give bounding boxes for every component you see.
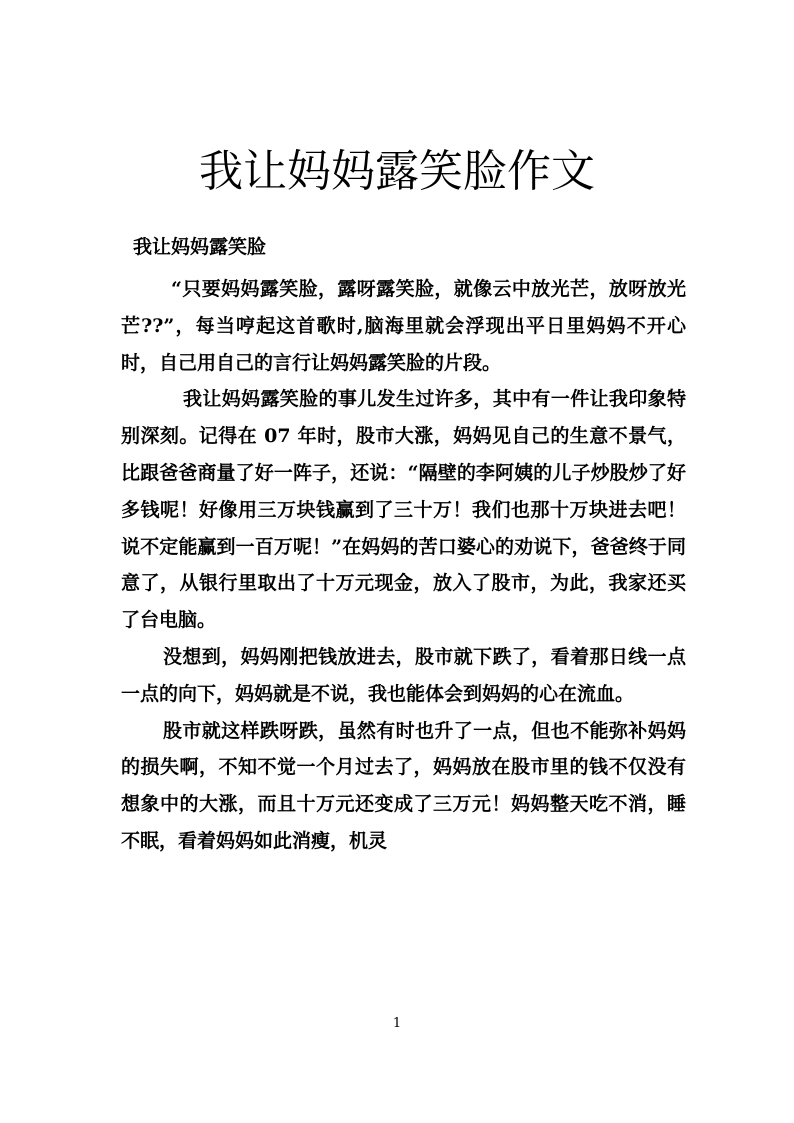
document-title: 我让妈妈露笑脸作文 [199,146,595,197]
page-number: 1 [392,1016,402,1031]
document-subtitle: 我让妈妈露笑脸 [133,236,267,258]
paragraph-4: 股市就这样跌呀跌，虽然有时也升了一点，但也不能弥补妈妈的损失啊，不知不觉一个月过去了，妈妈放在股市里的钱不仅没有想象中的大涨，而且十万元还变成了三万元！妈妈整天吃不消，睡不眠，看着妈妈如此消瘦，机灵 [121,719,686,852]
paragraph-3: 没想到，妈妈刚把钱放进去，股市就下跌了，看着那日线一点一点的向下，妈妈就是不说，我也能体会到妈妈的心在流血。 [121,645,686,705]
paragraph-1: “只要妈妈露笑脸，露呀露笑脸，就像云中放光芒，放呀放光芒??”，每当哼起这首歌时,脑海里就会浮现出平日里妈妈不开心时，自己用自己的言行让妈妈露笑脸的片段。 [121,278,686,374]
paragraph-2: 我让妈妈露笑脸的事儿发生过许多，其中有一件让我印象特别深刻。记得在 07 年时，股市大涨，妈妈见自己的生意不景气，比跟爸爸商量了好一阵子，还说：“隔壁的李阿姨的儿子炒股炒了好多钱呢！好像用三万块钱赢到了三十万！我们也那十万块进去吧！说不定能赢到一百万呢！”在妈妈的苦口婆心的劝说下，爸爸终于同意了，从银行里取出了十万元现金，放入了股市，为此，我家还买了台电脑。 [121,388,686,632]
document-body [121,271,686,860]
